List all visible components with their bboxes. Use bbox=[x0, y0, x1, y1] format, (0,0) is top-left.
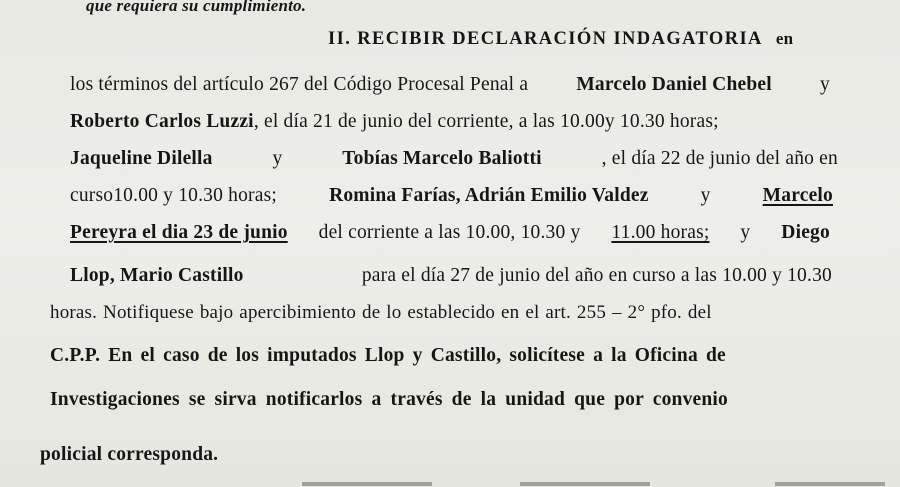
person-name: Tobías Marcelo Baliotti bbox=[342, 148, 542, 169]
person-name: Llop, Mario Castillo bbox=[70, 265, 244, 286]
ink-fragment bbox=[775, 482, 885, 486]
cut-off-line bbox=[0, 480, 900, 487]
text-fragment: los términos del artículo 267 del Código Procesal Penal a bbox=[70, 74, 529, 95]
text-fragment: , el día 21 de junio del corriente, a las 10.00y 10.30 horas; bbox=[253, 111, 719, 132]
text-line-11 bbox=[50, 389, 728, 411]
text-line-6 bbox=[70, 185, 833, 207]
text-fragment: y bbox=[820, 74, 830, 95]
text-fragment: horas. Notifiquese bajo apercibimiento de lo establecido en el art. 255 – 2° pfo. del bbox=[50, 302, 712, 323]
text-fragment: policial corresponda. bbox=[40, 444, 219, 465]
person-name: Roberto Carlos Luzzi bbox=[70, 111, 254, 132]
text-line-7 bbox=[70, 222, 830, 244]
section-heading: II. RECIBIR DECLARACIÓN INDAGATORIA bbox=[328, 29, 763, 49]
text-fragment: curso10.00 y 10.30 horas; bbox=[70, 185, 278, 206]
text-fragment: en bbox=[775, 29, 794, 48]
text-fragment: y bbox=[272, 148, 283, 169]
text-fragment: y bbox=[740, 222, 751, 243]
text-fragment: que requiera su cumplimiento. bbox=[86, 0, 307, 15]
text-line-3 bbox=[70, 74, 830, 96]
text-line-12 bbox=[40, 444, 218, 466]
time-underlined: 11.00 horas; bbox=[611, 222, 710, 243]
person-name: Marcelo Daniel Chebel bbox=[576, 74, 772, 95]
person-name: Diego bbox=[781, 222, 830, 243]
text-fragment: C.P.P. En el caso de los imputados Llop y Castillo, solicítese a la Oficina de bbox=[50, 345, 726, 366]
text-line-4 bbox=[70, 111, 719, 133]
ink-fragment bbox=[302, 482, 432, 486]
text-line-9 bbox=[50, 302, 712, 324]
text-line-10 bbox=[50, 345, 726, 367]
text-fragment: y bbox=[700, 185, 711, 206]
text-line-1 bbox=[86, 0, 306, 16]
person-name-underlined: Pereyra el dia 23 de junio bbox=[70, 222, 288, 243]
person-name-underlined: Marcelo bbox=[762, 185, 833, 206]
text-line-5 bbox=[70, 148, 838, 170]
text-fragment: Investigaciones se sirva notificarlos a través de la unidad que por convenio bbox=[50, 389, 728, 410]
text-fragment: para el día 27 de junio del año en curso a las 10.00 y 10.30 bbox=[361, 265, 832, 286]
text-fragment: , el día 22 de junio del año en bbox=[601, 148, 838, 169]
person-name: Jaqueline Dilella bbox=[70, 148, 213, 169]
ink-fragment bbox=[520, 482, 650, 486]
text-line-8 bbox=[70, 265, 832, 287]
text-line-2 bbox=[328, 28, 793, 50]
text-fragment: del corriente a las 10.00, 10.30 y bbox=[318, 222, 581, 243]
person-name: Romina Farías, Adrián Emilio Valdez bbox=[329, 185, 649, 206]
